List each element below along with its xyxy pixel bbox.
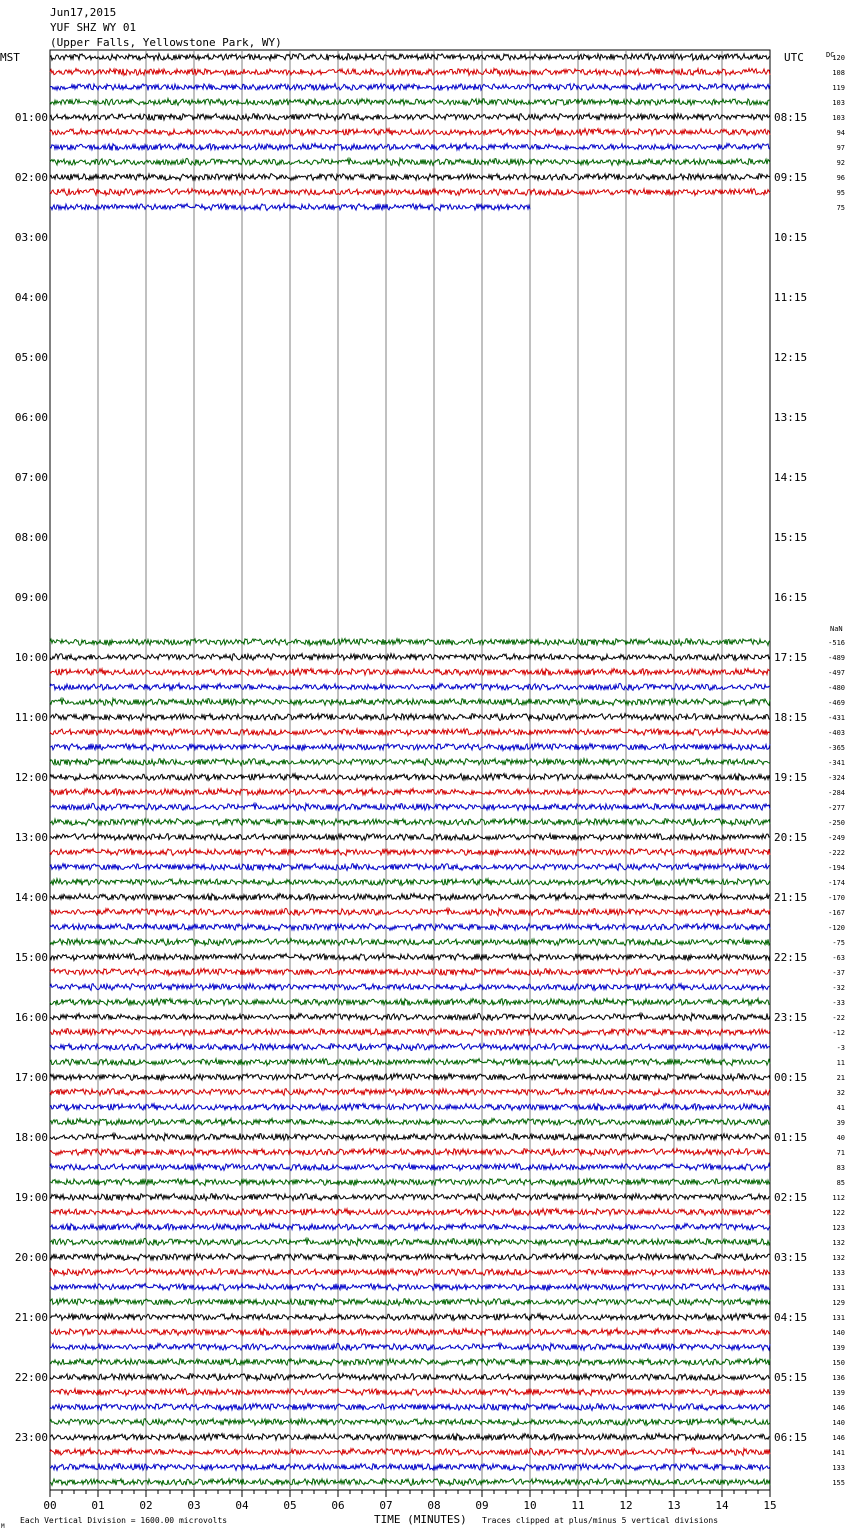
dc-offset-label: 131: [832, 1314, 845, 1322]
seismic-trace: [50, 789, 770, 796]
seismic-trace: [50, 744, 770, 751]
clip-note: Traces clipped at plus/minus 5 vertical divisions: [482, 1516, 719, 1525]
scale-note: Each Vertical Division = 1600.00 microvolts: [20, 1516, 228, 1525]
x-tick-label: 11: [571, 1499, 585, 1512]
seismic-trace: [50, 1224, 770, 1231]
seismic-trace: [50, 1044, 770, 1051]
dc-offset-label: -250: [828, 819, 845, 827]
right-timezone-label: UTC: [784, 51, 804, 64]
hour-label-left: 20:00: [14, 1251, 48, 1264]
dc-offset-label: 140: [832, 1329, 845, 1337]
seismic-trace: [50, 1089, 770, 1096]
dc-offset-label: 103: [832, 99, 845, 107]
dc-offset-label: 133: [832, 1464, 845, 1472]
hour-label-right: 19:15: [774, 771, 808, 784]
x-tick-label: 07: [379, 1499, 393, 1512]
seismic-trace: [50, 774, 770, 781]
hour-label-left: 04:00: [14, 291, 48, 304]
seismic-trace: [50, 1284, 770, 1291]
dc-offset-label: 83: [836, 1164, 845, 1172]
hour-label-right: 10:15: [774, 231, 808, 244]
seismic-trace: [50, 1464, 770, 1471]
seismic-trace: [50, 1374, 770, 1381]
right-hour-labels: [774, 111, 807, 1444]
hour-label-left: 03:00: [14, 231, 48, 244]
hour-label-right: 01:15: [774, 1131, 808, 1144]
dc-offset-label: 146: [832, 1404, 845, 1412]
hour-label-right: 21:15: [774, 891, 808, 904]
hour-label-left: 10:00: [14, 651, 48, 664]
x-tick-label: 09: [475, 1499, 489, 1512]
dc-offset-label: -222: [828, 849, 845, 857]
dc-offset-label: 131: [832, 1284, 845, 1292]
hour-label-left: 14:00: [14, 891, 48, 904]
dc-offset-label: -516: [828, 639, 845, 647]
seismic-trace: [50, 939, 770, 946]
x-tick-label: 10: [523, 1499, 537, 1512]
plot-frame: [50, 50, 770, 1490]
seismic-trace: [50, 1359, 770, 1366]
corner-mark: M: [1, 1523, 5, 1530]
seismic-trace: [50, 1419, 770, 1426]
dc-offset-label: 103: [832, 114, 845, 122]
hour-label-right: 05:15: [774, 1371, 808, 1384]
seismic-trace: [50, 819, 770, 826]
seismic-trace: [50, 1118, 770, 1125]
seismic-trace: [50, 1269, 770, 1276]
hour-label-right: 15:15: [774, 531, 808, 544]
x-tick-label: 04: [235, 1499, 249, 1512]
dc-offset-label: 108: [832, 69, 845, 77]
seismic-trace: [50, 759, 770, 766]
dc-offset-label: -480: [828, 684, 845, 692]
x-axis: [43, 1490, 776, 1512]
dc-offset-label: -32: [832, 984, 845, 992]
dc-offset-label: 112: [832, 1194, 845, 1202]
hour-label-right: 02:15: [774, 1191, 808, 1204]
hour-label-left: 13:00: [14, 831, 48, 844]
hour-label-left: 19:00: [14, 1191, 48, 1204]
left-timezone-label: MST: [0, 51, 20, 64]
dc-offset-label: 94: [836, 129, 845, 137]
seismic-trace: [50, 1134, 770, 1141]
dc-offset-label: 11: [836, 1059, 845, 1067]
seismic-trace: [50, 894, 770, 901]
dc-offset-label: -12: [832, 1029, 845, 1037]
dc-offset-label: -174: [828, 879, 845, 887]
dc-offset-label: 129: [832, 1299, 845, 1307]
hour-label-right: 14:15: [774, 471, 808, 484]
dc-offset-label: -431: [828, 714, 845, 722]
dc-offset-label: 132: [832, 1239, 845, 1247]
hour-label-left: 02:00: [14, 171, 48, 184]
dc-offset-label: 120: [832, 54, 845, 62]
seismic-trace: [50, 129, 770, 136]
seismic-trace: [50, 114, 770, 121]
hour-label-right: 17:15: [774, 651, 808, 664]
hour-label-right: 18:15: [774, 711, 808, 724]
seismic-trace: [50, 924, 770, 931]
hour-label-left: 21:00: [14, 1311, 48, 1324]
seismic-trace: [50, 1104, 770, 1111]
seismic-trace: [50, 669, 770, 676]
seismic-trace: [50, 714, 770, 721]
seismic-trace: [50, 1254, 770, 1261]
seismic-trace: [50, 1209, 770, 1216]
seismic-trace: [50, 849, 770, 856]
dc-offset-label: -37: [832, 969, 845, 977]
x-tick-label: 06: [331, 1499, 345, 1512]
dc-offset-label: 122: [832, 1209, 845, 1217]
seismic-trace: [50, 1074, 770, 1081]
seismic-trace: [50, 1238, 770, 1245]
hour-label-right: 11:15: [774, 291, 808, 304]
seismic-trace: [50, 954, 770, 961]
dc-offset-label: 97: [836, 144, 845, 152]
seismic-trace: [50, 54, 770, 61]
seismic-trace: [50, 174, 770, 181]
seismic-trace: [50, 969, 770, 976]
dc-offset-label: -22: [832, 1014, 845, 1022]
seismic-trace: [50, 158, 770, 165]
hour-label-right: 03:15: [774, 1251, 808, 1264]
seismic-trace: [50, 1194, 770, 1201]
dc-column-header: DC: [826, 51, 835, 59]
hour-label-left: 11:00: [14, 711, 48, 724]
dc-offset-label: 96: [836, 174, 845, 182]
hour-label-left: 18:00: [14, 1131, 48, 1144]
dc-offset-label: -167: [828, 909, 845, 917]
dc-offset-label: -365: [828, 744, 845, 752]
hour-label-left: 06:00: [14, 411, 48, 424]
dc-offset-label: 71: [836, 1149, 845, 1157]
dc-offset-label: -489: [828, 654, 845, 662]
hour-label-right: 13:15: [774, 411, 808, 424]
station-location: (Upper Falls, Yellowstone Park, WY): [50, 36, 282, 49]
dc-offset-label: 133: [832, 1269, 845, 1277]
dc-offset-label: -120: [828, 924, 845, 932]
seismic-trace: [50, 1389, 770, 1396]
dc-offset-label: -249: [828, 834, 845, 842]
seismic-trace: [50, 1299, 770, 1306]
x-tick-label: 02: [139, 1499, 153, 1512]
hour-label-left: 22:00: [14, 1371, 48, 1384]
seismic-trace: [50, 1343, 770, 1350]
seismic-trace: [50, 1404, 770, 1411]
seismic-trace: [50, 1013, 770, 1020]
seismic-trace: [50, 683, 770, 690]
trace-group: [50, 54, 770, 1486]
x-tick-label: 15: [763, 1499, 777, 1512]
seismic-trace: [50, 1029, 770, 1036]
dc-offset-label: -170: [828, 894, 845, 902]
seismic-trace: [50, 84, 770, 91]
hour-label-right: 09:15: [774, 171, 808, 184]
seismic-trace: [50, 834, 770, 841]
dc-offset-label: 139: [832, 1344, 845, 1352]
dc-offset-label: 32: [836, 1089, 845, 1097]
seismic-trace: [50, 1448, 770, 1455]
seismic-trace: [50, 699, 770, 706]
seismic-trace: [50, 879, 770, 886]
dc-offset-label: 85: [836, 1179, 845, 1187]
dc-offset-label: -75: [832, 939, 845, 947]
seismic-trace: [50, 69, 770, 76]
seismic-trace: [50, 999, 770, 1006]
dc-offset-label: -469: [828, 699, 845, 707]
x-tick-label: 00: [43, 1499, 57, 1512]
dc-offset-label: 136: [832, 1374, 845, 1382]
hour-label-left: 05:00: [14, 351, 48, 364]
dc-offset-label: -277: [828, 804, 845, 812]
seismic-trace: [50, 99, 770, 106]
dc-offset-label: -497: [828, 669, 845, 677]
seismic-trace: [50, 144, 770, 151]
dc-offset-label: -33: [832, 999, 845, 1007]
dc-offset-label: 140: [832, 1419, 845, 1427]
dc-offset-label: 39: [836, 1119, 845, 1127]
dc-offset-label: -341: [828, 759, 845, 767]
dc-offset-label: -3: [836, 1044, 845, 1052]
seismic-trace: [50, 1314, 770, 1321]
seismic-trace: [50, 1059, 770, 1066]
dc-offset-label: 75: [836, 204, 845, 212]
hour-label-left: 17:00: [14, 1071, 48, 1084]
dc-offset-label: -194: [828, 864, 845, 872]
seismic-trace: [50, 639, 770, 646]
hour-label-right: 06:15: [774, 1431, 808, 1444]
hour-label-left: 09:00: [14, 591, 48, 604]
header: [50, 6, 282, 49]
hour-label-left: 01:00: [14, 111, 48, 124]
hour-label-left: 16:00: [14, 1011, 48, 1024]
x-tick-label: 08: [427, 1499, 441, 1512]
seismic-trace: [50, 1434, 770, 1441]
dc-offset-label: -63: [832, 954, 845, 962]
x-tick-label: 12: [619, 1499, 633, 1512]
x-tick-label: 13: [667, 1499, 681, 1512]
dc-offset-label: -284: [828, 789, 845, 797]
seismic-trace: [50, 654, 770, 661]
x-tick-label: 14: [715, 1499, 729, 1512]
dc-offset-label: 150: [832, 1359, 845, 1367]
hour-label-right: 12:15: [774, 351, 808, 364]
dc-offset-label: -324: [828, 774, 845, 782]
dc-offset-label: 123: [832, 1224, 845, 1232]
left-hour-labels: [15, 111, 48, 1444]
hour-label-right: 22:15: [774, 951, 808, 964]
hour-label-right: 04:15: [774, 1311, 808, 1324]
seismic-trace: [50, 1329, 770, 1336]
seismic-trace: [50, 908, 770, 915]
dc-offset-label: 21: [836, 1074, 845, 1082]
seismic-trace: [50, 729, 770, 736]
x-tick-label: 01: [91, 1499, 105, 1512]
hour-label-left: 12:00: [14, 771, 48, 784]
x-tick-label: 05: [283, 1499, 297, 1512]
x-tick-label: 03: [187, 1499, 201, 1512]
seismic-trace: [50, 803, 770, 810]
seismic-trace: [50, 1479, 770, 1486]
footer: [1, 1513, 718, 1530]
dc-offset-label: 119: [832, 84, 845, 92]
hour-label-right: 16:15: [774, 591, 808, 604]
dc-offset-label: 141: [832, 1449, 845, 1457]
dc-offset-label: 139: [832, 1389, 845, 1397]
seismic-trace: [50, 1164, 770, 1171]
dc-offset-label: 40: [836, 1134, 845, 1142]
x-axis-title: TIME (MINUTES): [374, 1513, 467, 1526]
hour-label-right: 20:15: [774, 831, 808, 844]
seismic-trace: [50, 1149, 770, 1156]
station-code: YUF SHZ WY 01: [50, 21, 137, 34]
dc-offset-labels: [828, 54, 845, 1487]
hour-label-left: 08:00: [14, 531, 48, 544]
hour-label-right: 08:15: [774, 111, 808, 124]
seismic-trace: [50, 1179, 770, 1186]
seismic-trace: [50, 864, 770, 871]
seismic-trace: [50, 984, 770, 991]
dc-offset-label: 92: [836, 159, 845, 167]
hour-label-left: 15:00: [14, 951, 48, 964]
hour-label-right: 23:15: [774, 1011, 808, 1024]
dc-offset-label: 155: [832, 1479, 845, 1487]
dc-offset-label: 41: [836, 1104, 845, 1112]
nan-column-header: NaN: [830, 625, 843, 633]
hour-label-left: 23:00: [14, 1431, 48, 1444]
hour-label-left: 07:00: [14, 471, 48, 484]
hour-label-right: 00:15: [774, 1071, 808, 1084]
seismic-trace: [50, 189, 770, 196]
record-date: Jun17,2015: [50, 6, 117, 19]
dc-offset-label: 132: [832, 1254, 845, 1262]
dc-offset-label: -403: [828, 729, 845, 737]
dc-offset-label: 146: [832, 1434, 845, 1442]
dc-offset-label: 95: [836, 189, 845, 197]
